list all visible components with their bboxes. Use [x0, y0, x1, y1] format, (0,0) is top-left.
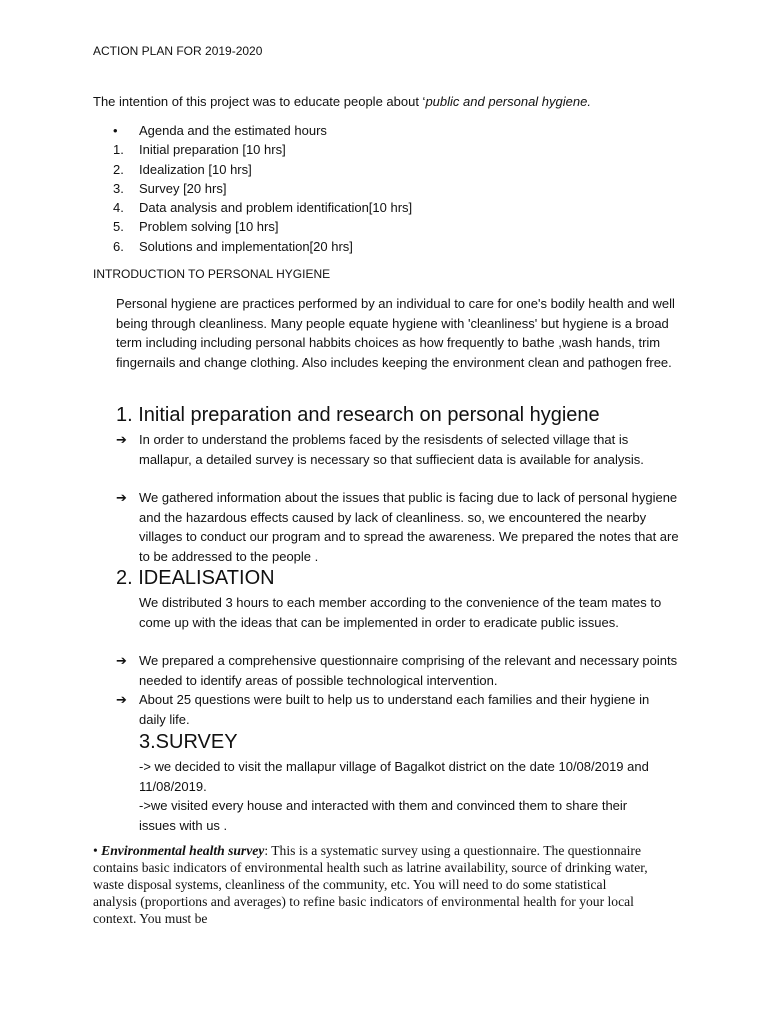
list-marker: 2.: [113, 161, 124, 177]
arrow-icon: ➔: [116, 490, 127, 505]
list-item: [93, 237, 693, 256]
section2-item-text: About 25 questions were built to help us to understand each families and their hygiene in daily life.: [139, 692, 650, 727]
section3-heading: 3.SURVEY: [139, 731, 238, 753]
agenda-list: [93, 121, 693, 256]
arrow-icon: ➔: [116, 692, 127, 707]
list-item: [93, 140, 693, 159]
intro-italic: public and personal hygiene.: [425, 94, 591, 109]
survey-paragraph: [93, 842, 653, 927]
list-item: [93, 217, 693, 236]
intro-heading: INTRODUCTION TO PERSONAL HYGIENE: [93, 267, 331, 281]
document-title: ACTION PLAN FOR 2019-2020: [93, 44, 263, 58]
section1-item-text: We gathered information about the issues that public is facing due to lack of personal hygiene and the hazardous effects caused by lack of cleanliness. so, we encountered the nearby villages to conduct our program and to spread the awareness. We prepared the notes that are to be addressed to the people .: [139, 490, 679, 564]
list-item: [93, 121, 693, 140]
list-marker: •: [113, 123, 118, 138]
arrow-icon: ➔: [116, 653, 127, 668]
intro-prefix: The intention of this project was to educate people about ‘: [93, 94, 426, 109]
list-marker: 4.: [113, 200, 124, 216]
list-text: Data analysis and problem identification[10 hrs]: [139, 200, 413, 216]
intro-sentence: [93, 92, 591, 111]
list-item: [93, 160, 693, 179]
survey-bullet: •: [93, 843, 98, 858]
arrow-icon: ➔: [116, 432, 127, 447]
section2-item-text: We prepared a comprehensive questionnaire comprising of the relevant and necessary points needed to identify areas of possible technological intervention.: [139, 653, 678, 688]
list-text: Solutions and implementation[20 hrs]: [139, 238, 353, 254]
list-marker: 3.: [113, 180, 124, 196]
section2-paragraph: We distributed 3 hours to each member according to the convenience of the team mates to come up with the ideas that can be implemented in order to eradicate public issues.: [139, 595, 662, 630]
intro-paragraph: Personal hygiene are practices performed by an individual to care for one's bodily health and well being through cleanliness. Many people equate hygiene with 'cleanliness' but hygiene is a broad term including including personal habbits choices as how frequently to bathe ,wash hands, trim fingernails and change clothing. Also includes keeping the environment clean and pathogen free.: [116, 296, 675, 370]
list-text: Survey [20 hrs]: [139, 180, 227, 196]
section2-heading: 2. IDEALISATION: [116, 567, 275, 589]
section3-line: ->we visited every house and interacted with them and convinced them to share their issues with us .: [139, 798, 628, 833]
list-marker: 1.: [113, 142, 124, 158]
section3-line: -> we decided to visit the mallapur village of Bagalkot district on the date 10/08/2019 and 11/08/2019.: [139, 759, 649, 794]
list-text: Problem solving [10 hrs]: [139, 219, 279, 235]
list-marker: 6.: [113, 238, 124, 254]
list-item: [93, 198, 693, 217]
list-text: Agenda and the estimated hours: [139, 123, 327, 138]
list-text: Idealization [10 hrs]: [139, 161, 252, 177]
section1-heading: 1. Initial preparation and research on personal hygiene: [116, 404, 600, 426]
list-marker: 5.: [113, 219, 124, 235]
survey-label: Environmental health survey: [101, 843, 265, 858]
survey-text: : This is a systematic survey using a questionnaire. The questionnaire contains basic indicators of environmental health such as latrine availability, source of drinking water, waste disposal systems, cleanliness of the community, etc. You will need to do some statistical analysis (proportions and averages) to refine basic indicators of environmental health for your local context. You must be: [93, 843, 648, 926]
list-text: Initial preparation [10 hrs]: [139, 142, 286, 158]
list-item: [93, 179, 693, 198]
section1-item-text: In order to understand the problems faced by the resisdents of selected village that is mallapur, a detailed survey is necessary so that suffiecient data is available for analysis.: [139, 432, 644, 467]
